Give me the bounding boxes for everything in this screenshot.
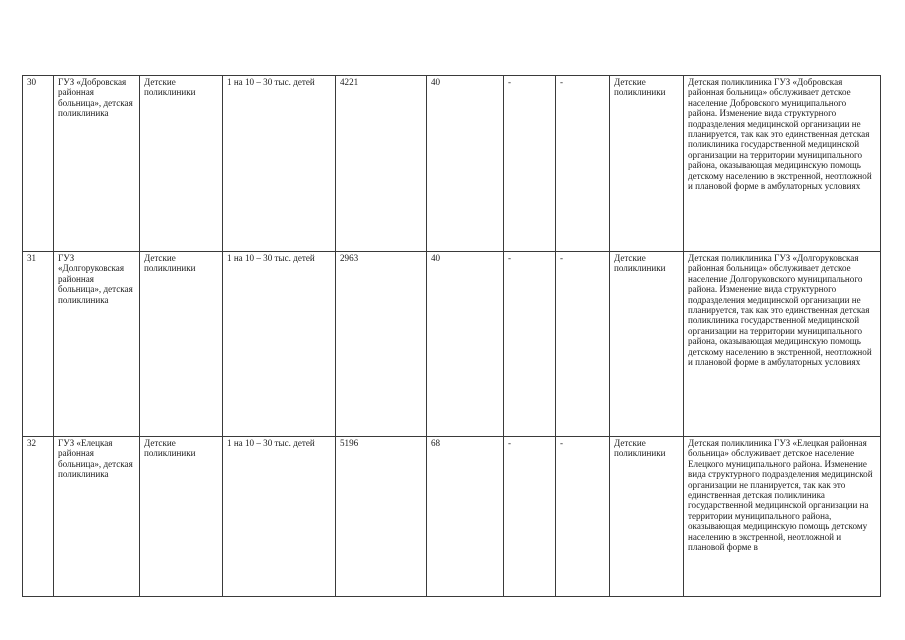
result-type-cell: Детские поликлиники: [610, 76, 684, 252]
column-8-cell: -: [556, 76, 610, 252]
norm-cell: 1 на 10 – 30 тыс. детей: [223, 252, 336, 437]
row-number: 30: [23, 76, 54, 252]
row-number: 32: [23, 437, 54, 597]
norm-cell: 1 на 10 – 30 тыс. детей: [223, 76, 336, 252]
row-number: 31: [23, 252, 54, 437]
note-cell: Детская поликлиника ГУЗ «Добровская районная больница» обслуживает детское население Добровского муниципального района. Изменение вида структурного подразделения медицинской организации не планируется, так как это единственная детская поликлиника государственной медицинской организации на территории муниципального района, оказывающая медицинскую помощь детскому населению в экстренной, неотложной и плановой форме в амбулаторных условиях: [684, 76, 881, 252]
capacity-cell: 40: [427, 252, 504, 437]
capacity-cell: 40: [427, 76, 504, 252]
table-row: [23, 437, 881, 597]
table-row: [23, 252, 881, 437]
column-7-cell: -: [504, 252, 556, 437]
result-type-cell: Детские поликлиники: [610, 252, 684, 437]
capacity-cell: 68: [427, 437, 504, 597]
column-8-cell: -: [556, 252, 610, 437]
column-7-cell: -: [504, 437, 556, 597]
norm-cell: 1 на 10 – 30 тыс. детей: [223, 437, 336, 597]
population-cell: 4221: [336, 76, 427, 252]
organization-cell: ГУЗ «Долгоруковская районная больница», детская поликлиника: [54, 252, 140, 437]
note-cell: Детская поликлиника ГУЗ «Долгоруковская районная больница» обслуживает детское население Долгоруковского муниципального района. Изменение вида структурного подразделения медицинской организации не планируется, так как это единственная детская поликлиника государственной медицинской организации на территории муниципального района, оказывающая медицинскую помощь детскому населению в экстренной, неотложной и плановой форме в амбулаторных условиях: [684, 252, 881, 437]
unit-type-cell: Детские поликлиники: [140, 252, 223, 437]
unit-type-cell: Детские поликлиники: [140, 76, 223, 252]
column-8-cell: -: [556, 437, 610, 597]
organization-cell: ГУЗ «Елецкая районная больница», детская поликлиника: [54, 437, 140, 597]
population-cell: 2963: [336, 252, 427, 437]
note-cell: Детская поликлиника ГУЗ «Елецкая районная больница» обслуживает детское население Елецкого муниципального района. Изменение вида структурного подразделения медицинской организации не планируется, так как это единственная детская поликлиника государственной медицинской организации на территории муниципального района, оказывающая медицинскую помощь детскому населению в экстренной, неотложной и плановой форме в: [684, 437, 881, 597]
result-type-cell: Детские поликлиники: [610, 437, 684, 597]
population-cell: 5196: [336, 437, 427, 597]
organization-cell: ГУЗ «Добровская районная больница», детская поликлиника: [54, 76, 140, 252]
polyclinic-table: [22, 75, 881, 597]
column-7-cell: -: [504, 76, 556, 252]
unit-type-cell: Детские поликлиники: [140, 437, 223, 597]
table-row: [23, 76, 881, 252]
